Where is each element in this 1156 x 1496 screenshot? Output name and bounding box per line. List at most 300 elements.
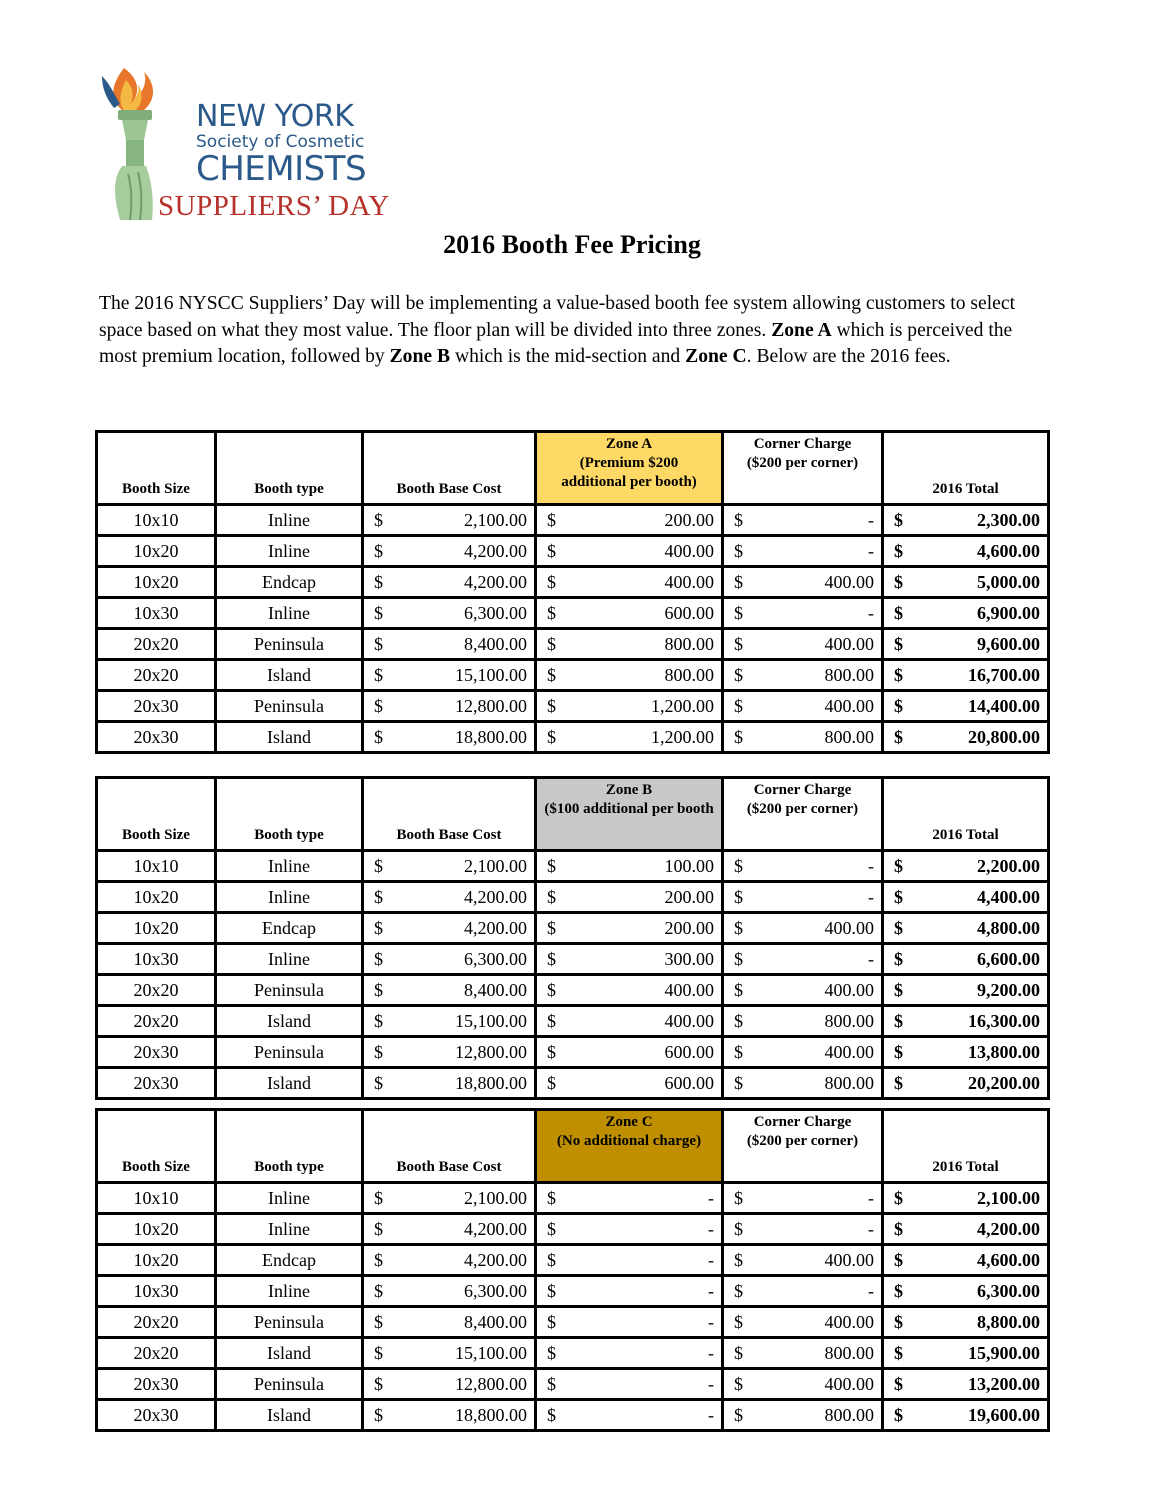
currency-symbol: $ [374,571,383,592]
cell-zone-charge [536,567,723,598]
cell-zone-charge [536,1245,723,1276]
cell-corner-charge [723,505,883,536]
amount: 15,100.00 [455,664,527,685]
cell-booth-size: 10x10 [97,851,216,882]
cell-corner-charge [723,536,883,567]
currency-symbol: $ [734,1187,743,1208]
currency-symbol: $ [734,602,743,623]
cell-total [883,944,1049,975]
cell-booth-type: Island [216,1068,363,1099]
header-base-cost: Booth Base Cost [363,778,536,851]
currency-symbol: $ [547,1404,556,1425]
money-value [537,1219,721,1240]
table-row [97,536,1049,567]
cell-total [883,598,1049,629]
amount: 8,400.00 [464,633,527,654]
money-value [364,887,534,908]
currency-symbol: $ [374,1249,383,1270]
currency-symbol: $ [734,1373,743,1394]
cell-zone-charge [536,1276,723,1307]
cell-zone-charge [536,1068,723,1099]
cell-booth-size: 20x30 [97,1037,216,1068]
money-value [364,1219,534,1240]
money-value [724,634,881,655]
cell-booth-type: Inline [216,1214,363,1245]
amount: 2,100.00 [464,1187,527,1208]
amount: - [868,602,874,623]
amount: 2,100.00 [464,855,527,876]
money-value [537,1042,721,1063]
money-value [724,887,881,908]
cell-corner-charge [723,567,883,598]
cell-base-cost [363,505,536,536]
money-value [537,887,721,908]
amount: - [708,1404,714,1425]
amount: 6,300.00 [464,948,527,969]
amount: 800.00 [824,726,874,747]
currency-symbol: $ [734,1249,743,1270]
money-value [364,727,534,748]
cell-zone-charge [536,851,723,882]
cell-booth-type: Inline [216,598,363,629]
cell-corner-charge [723,1214,883,1245]
cell-booth-size: 20x30 [97,1068,216,1099]
cell-corner-charge [723,913,883,944]
money-value [537,1011,721,1032]
cell-base-cost [363,913,536,944]
currency-symbol: $ [734,571,743,592]
amount: 200.00 [664,886,714,907]
cell-zone-charge [536,1369,723,1400]
cell-booth-type: Inline [216,851,363,882]
header-corner-charge [723,778,883,851]
cell-corner-charge [723,1006,883,1037]
cell-booth-type: Inline [216,882,363,913]
cell-booth-type: Peninsula [216,975,363,1006]
currency-symbol: $ [374,1373,383,1394]
currency-symbol: $ [734,1072,743,1093]
currency-symbol: $ [374,1311,383,1332]
money-value [364,1073,534,1094]
cell-zone-charge [536,536,723,567]
money-value [884,510,1047,531]
cell-zone-charge [536,691,723,722]
currency-symbol: $ [374,1218,383,1239]
currency-symbol: $ [894,571,903,592]
money-value [884,1405,1047,1426]
zone-header-line: Zone B [605,782,653,798]
money-value [724,1250,881,1271]
amount: 20,200.00 [968,1072,1040,1093]
currency-symbol: $ [374,1072,383,1093]
currency-symbol: $ [894,1041,903,1062]
cell-base-cost [363,660,536,691]
cell-base-cost [363,1338,536,1369]
currency-symbol: $ [894,1249,903,1270]
amount: 400.00 [664,979,714,1000]
amount: 4,200.00 [464,1218,527,1239]
cell-booth-type: Peninsula [216,691,363,722]
cell-corner-charge [723,1400,883,1431]
cell-booth-type: Inline [216,944,363,975]
cell-base-cost [363,1214,536,1245]
table-row [97,660,1049,691]
cell-total [883,1276,1049,1307]
money-value [364,603,534,624]
amount: - [708,1218,714,1239]
cell-base-cost [363,1068,536,1099]
amount: 100.00 [664,855,714,876]
amount: - [868,509,874,530]
money-value [537,1312,721,1333]
amount: 400.00 [664,540,714,561]
cell-base-cost [363,882,536,913]
cell-corner-charge [723,598,883,629]
cell-booth-size: 10x30 [97,1276,216,1307]
currency-symbol: $ [374,1342,383,1363]
money-value [724,665,881,686]
currency-symbol: $ [894,979,903,1000]
currency-symbol: $ [547,1218,556,1239]
currency-symbol: $ [547,917,556,938]
header-booth-type: Booth type [216,1110,363,1183]
currency-symbol: $ [547,1187,556,1208]
cell-corner-charge [723,1369,883,1400]
cell-booth-type: Peninsula [216,1307,363,1338]
nyscc-logo [92,64,442,224]
cell-booth-type: Peninsula [216,629,363,660]
cell-booth-size: 20x20 [97,1006,216,1037]
amount: 1,200.00 [651,695,714,716]
logo-line-society: Society of Cosmetic [196,132,365,152]
amount: 4,200.00 [464,917,527,938]
cell-total [883,691,1049,722]
money-value [537,1343,721,1364]
currency-symbol: $ [734,509,743,530]
cell-zone-charge [536,975,723,1006]
cell-booth-size: 10x20 [97,882,216,913]
amount: - [868,855,874,876]
currency-symbol: $ [374,979,383,1000]
currency-symbol: $ [894,917,903,938]
header-booth-size: Booth Size [97,432,216,505]
currency-symbol: $ [547,602,556,623]
currency-symbol: $ [374,509,383,530]
cell-base-cost [363,851,536,882]
intro-text: The 2016 NYSCC Suppliers’ Day will be implementing a value-based booth fee system allowing customers to select space based on what they most value. The floor plan will be divided into three zones. [99,293,1016,341]
amount: - [868,1187,874,1208]
amount: 12,800.00 [455,1373,527,1394]
money-value [884,1073,1047,1094]
table-row [97,505,1049,536]
cell-zone-charge [536,1006,723,1037]
money-value [724,1374,881,1395]
amount: - [708,1342,714,1363]
cell-base-cost [363,629,536,660]
money-value [364,541,534,562]
header-corner-charge [723,432,883,505]
cell-base-cost [363,1276,536,1307]
zone-header-line: additional per booth) [561,474,697,490]
money-value [537,541,721,562]
cell-corner-charge [723,1037,883,1068]
cell-zone-charge [536,1338,723,1369]
table-row [97,1338,1049,1369]
amount: 4,400.00 [977,886,1040,907]
cell-zone-charge [536,505,723,536]
currency-symbol: $ [894,602,903,623]
amount: 600.00 [664,602,714,623]
cell-base-cost [363,598,536,629]
cell-corner-charge [723,1245,883,1276]
currency-symbol: $ [734,664,743,685]
amount: 6,900.00 [977,602,1040,623]
cell-base-cost [363,722,536,753]
amount: 16,700.00 [968,664,1040,685]
cell-booth-type: Inline [216,1276,363,1307]
money-value [537,1250,721,1271]
amount: 4,800.00 [977,917,1040,938]
currency-symbol: $ [734,695,743,716]
currency-symbol: $ [547,509,556,530]
table-row [97,882,1049,913]
money-value [724,727,881,748]
currency-symbol: $ [374,664,383,685]
amount: 15,100.00 [455,1342,527,1363]
amount: 400.00 [824,1311,874,1332]
money-value [884,572,1047,593]
money-value [884,1011,1047,1032]
cell-total [883,536,1049,567]
amount: 8,400.00 [464,1311,527,1332]
corner-header-line: ($200 per corner) [746,801,859,817]
amount: 20,800.00 [968,726,1040,747]
amount: 400.00 [824,1249,874,1270]
currency-symbol: $ [894,948,903,969]
money-value [724,572,881,593]
amount: 400.00 [824,1373,874,1394]
money-value [724,1073,881,1094]
currency-symbol: $ [547,948,556,969]
amount: - [708,1249,714,1270]
cell-booth-size: 20x30 [97,1369,216,1400]
money-value [364,634,534,655]
money-value [884,918,1047,939]
header-booth-size: Booth Size [97,778,216,851]
cell-zone-charge [536,1400,723,1431]
amount: 4,200.00 [464,1249,527,1270]
money-value [364,665,534,686]
table-header-row [97,432,1049,505]
table-row [97,1006,1049,1037]
amount: 6,600.00 [977,948,1040,969]
money-value [537,949,721,970]
cell-total [883,1006,1049,1037]
zone-header-line: (No additional charge) [556,1133,702,1149]
amount: 18,800.00 [455,1404,527,1425]
currency-symbol: $ [547,1041,556,1062]
amount: 400.00 [824,917,874,938]
cell-booth-size: 10x20 [97,1214,216,1245]
money-value [364,980,534,1001]
money-value [724,1042,881,1063]
corner-header-line: Corner Charge [753,436,852,452]
currency-symbol: $ [734,917,743,938]
money-value [884,665,1047,686]
cell-total [883,1037,1049,1068]
amount: 8,800.00 [977,1311,1040,1332]
amount: 400.00 [824,979,874,1000]
currency-symbol: $ [547,571,556,592]
table-header-row [97,778,1049,851]
amount: 6,300.00 [464,1280,527,1301]
table-row [97,1214,1049,1245]
currency-symbol: $ [374,917,383,938]
cell-zone-charge [536,722,723,753]
currency-symbol: $ [374,855,383,876]
header-booth-type: Booth type [216,778,363,851]
money-value [724,1312,881,1333]
cell-booth-size: 10x30 [97,598,216,629]
cell-booth-size: 10x20 [97,1245,216,1276]
table-row [97,1183,1049,1214]
cell-total [883,722,1049,753]
amount: 800.00 [824,664,874,685]
table-row [97,1307,1049,1338]
amount: 800.00 [824,1072,874,1093]
money-value [884,980,1047,1001]
cell-corner-charge [723,882,883,913]
cell-zone-charge [536,1214,723,1245]
currency-symbol: $ [374,726,383,747]
amount: - [868,540,874,561]
money-value [537,1188,721,1209]
amount: 8,400.00 [464,979,527,1000]
logo-line-chemists: CHEMISTS [196,149,367,189]
amount: 800.00 [824,1010,874,1031]
currency-symbol: $ [374,1280,383,1301]
money-value [537,603,721,624]
amount: 600.00 [664,1041,714,1062]
money-value [724,1343,881,1364]
money-value [884,1374,1047,1395]
amount: 6,300.00 [977,1280,1040,1301]
currency-symbol: $ [894,1311,903,1332]
money-value [364,1042,534,1063]
money-value [724,1188,881,1209]
logo-line-new-york: NEW YORK [196,99,354,134]
money-value [724,949,881,970]
money-value [724,603,881,624]
cell-total [883,1214,1049,1245]
intro-zone-a: Zone A [771,319,832,341]
intro-text: which is perceived the most premium location, followed by [99,319,1013,367]
cell-base-cost [363,944,536,975]
currency-symbol: $ [894,1404,903,1425]
money-value [537,918,721,939]
amount: - [708,1311,714,1332]
amount: 400.00 [824,695,874,716]
currency-symbol: $ [894,1342,903,1363]
amount: 15,100.00 [455,1010,527,1031]
currency-symbol: $ [734,1342,743,1363]
cell-corner-charge [723,1338,883,1369]
cell-booth-size: 10x10 [97,1183,216,1214]
zone-header-line: (Premium $200 [579,455,679,471]
cell-booth-size: 20x20 [97,660,216,691]
cell-corner-charge [723,851,883,882]
intro-zone-c: Zone C [685,346,747,367]
currency-symbol: $ [374,886,383,907]
money-value [537,510,721,531]
amount: 600.00 [664,1072,714,1093]
currency-symbol: $ [734,948,743,969]
money-value [364,1374,534,1395]
currency-symbol: $ [547,633,556,654]
header-zone-b [536,778,723,851]
header-corner-charge [723,1110,883,1183]
amount: 9,600.00 [977,633,1040,654]
cell-zone-charge [536,598,723,629]
cell-booth-type: Island [216,1400,363,1431]
amount: 4,200.00 [464,886,527,907]
money-value [884,696,1047,717]
amount: 14,400.00 [968,695,1040,716]
amount: 400.00 [824,633,874,654]
money-value [724,980,881,1001]
cell-corner-charge [723,722,883,753]
cell-base-cost [363,1037,536,1068]
amount: 18,800.00 [455,1072,527,1093]
amount: 400.00 [664,571,714,592]
money-value [364,1281,534,1302]
cell-zone-charge [536,913,723,944]
currency-symbol: $ [547,695,556,716]
money-value [364,1405,534,1426]
money-value [884,603,1047,624]
zone-header-line: Zone C [605,1114,653,1130]
currency-symbol: $ [894,633,903,654]
cell-total [883,882,1049,913]
table-header-row [97,1110,1049,1183]
money-value [724,1219,881,1240]
cell-booth-type: Endcap [216,1245,363,1276]
zone-a-fee-table [95,430,1050,754]
amount: 19,600.00 [968,1404,1040,1425]
cell-booth-size: 20x30 [97,1400,216,1431]
cell-total [883,851,1049,882]
cell-booth-size: 20x20 [97,1307,216,1338]
currency-symbol: $ [734,540,743,561]
currency-symbol: $ [547,855,556,876]
table-row [97,629,1049,660]
amount: 6,300.00 [464,602,527,623]
amount: 18,800.00 [455,726,527,747]
table-row [97,1400,1049,1431]
cell-total [883,975,1049,1006]
table-row [97,598,1049,629]
table-row [97,975,1049,1006]
money-value [884,1343,1047,1364]
currency-symbol: $ [734,855,743,876]
amount: 1,200.00 [651,726,714,747]
amount: 800.00 [824,1342,874,1363]
money-value [884,634,1047,655]
currency-symbol: $ [547,1373,556,1394]
currency-symbol: $ [894,726,903,747]
money-value [884,1219,1047,1240]
header-total: 2016 Total [883,1110,1049,1183]
